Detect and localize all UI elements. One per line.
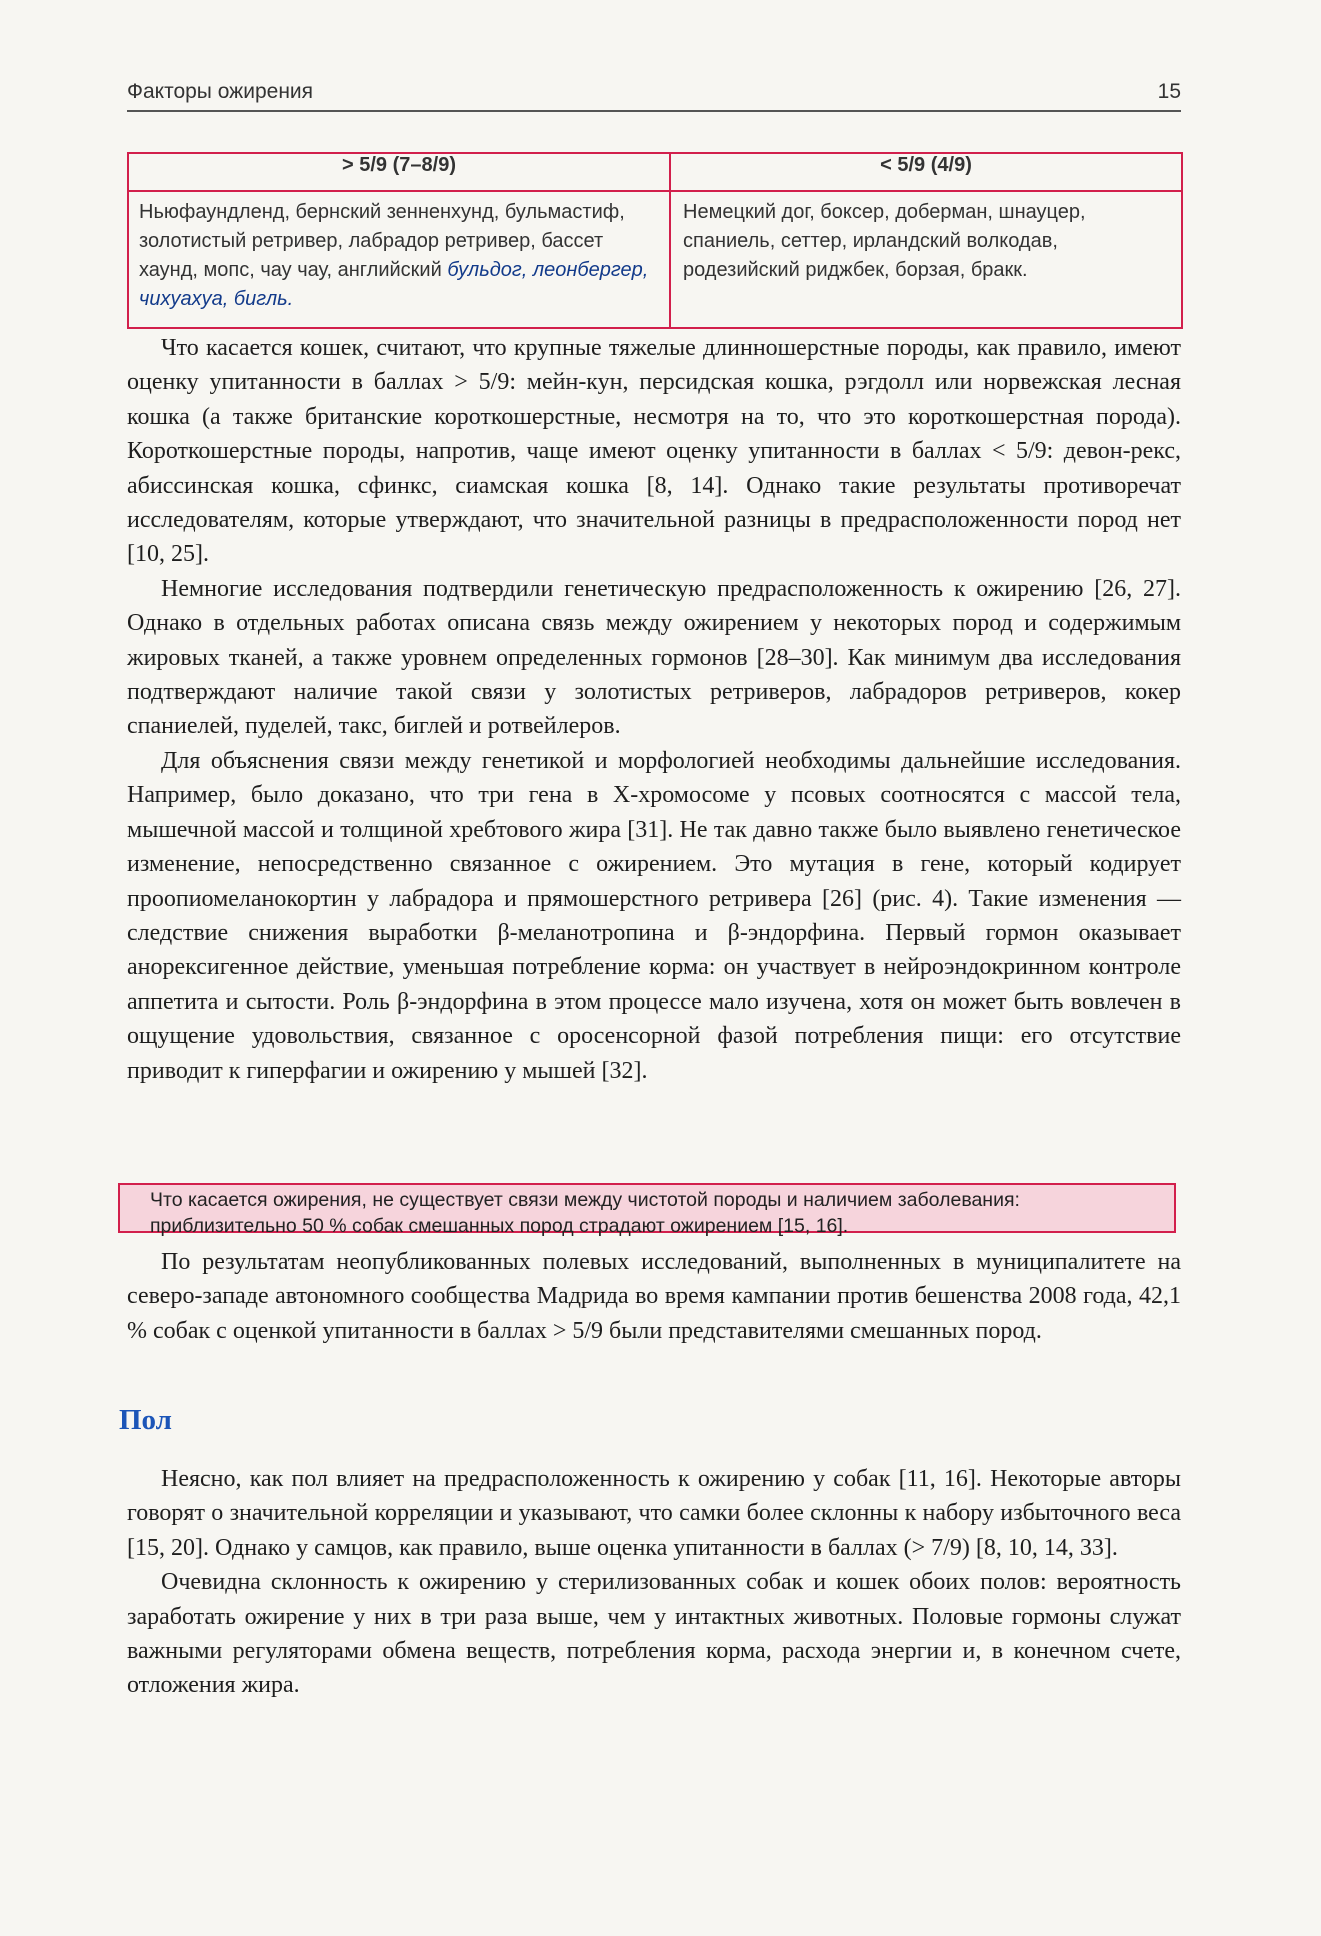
paragraph-morphology: Для объяснения связи между генетикой и морфологией необходимы дальнейшие исследования. Например, было доказано, что три гена в X-хромосоме у псовых соотносятся с массой тела, мышечной массой и толщиной хребтового жира [31]. Не так давно также было выявлено генетическое изменение, непосредственно связанное с ожирением. Это мутация в гене, который кодирует проопиомеланокортин у лабрадора и прямошерстного ретривера [26] (рис. 4). Такие изменения — следствие снижения выработки β-меланотропина и β-эндорфина. Первый гормон оказывает анорексигенное действие, уменьшая потребление корма: он участвует в нейроэндокринном контроле аппетита и сытости. Роль β-эндорфина в этом процессе мало изучена, хотя он может быть вовлечен в ощущение удовольствия, связанное с оросенсорной фазой потребления пищи: его отсутствие приводит к гиперфагии и ожирению у мышей [32]. xyxy=(127,747,1181,1084)
paragraph-cats: Что касается кошек, считают, что крупные тяжелые длинношерстные породы, как правило, имеют оценку упитанности в баллах > 5/9: мейн-кун, персидская кошка, рэгдолл или норвежская лесная кошка (а также британские короткошерстные, несмотря на то, что это короткошерстная порода). Короткошерстные породы, напротив, чаще имеют оценку упитанности в баллах < 5/9: девон-рекс, абиссинская кошка, сфинкс, сиамская кошка [8, 14]. Однако такие результаты противоречат исследователям, которые утверждают, что значительной разницы в предрасположенности пород нет [10, 25]. xyxy=(127,335,1181,568)
breed-list-overweight: Ньюфаундленд, бернский зенненхунд, бульмастиф, золотистый ретривер, лабрадор ретривер, бассет хаунд, мопс, чау чау, английский xyxy=(139,201,625,281)
breed-table-col2-header: < 5/9 (4/9) xyxy=(670,153,1182,191)
breed-table-header-row xyxy=(128,153,1182,191)
breed-table xyxy=(127,152,1183,329)
paragraph-genetics: Немногие исследования подтвердили генетическую предрасположенность к ожирению [26, 27]. Однако в отдельных работах описана связь между ожирением у некоторых пород и содержимым жировых тканей, а также уровнем определенных гормонов [28–30]. Как минимум два исследования подтверждают наличие такой связи у золотистых ретриверов, лабрадоров ретриверов, кокер спаниелей, пуделей, такс, биглей и ротвейлеров. xyxy=(127,575,1181,740)
running-head xyxy=(127,74,1181,112)
paragraph-sterilization: Очевидна склонность к ожирению у стерилизованных собак и кошек обоих полов: вероятность заработать ожирение у них в три раза выше, чем у интактных животных. Половые гормоны служат важными регуляторами обмена веществ, потребления корма, расхода энергии и, в конечном счете, отложения жира. xyxy=(127,1569,1181,1699)
paragraph-sex-influence: Неясно, как пол влияет на предрасположенность к ожирению у собак [11, 16]. Некоторые авторы говорят о значительной корреляции и указывают, что самки более склонны к набору избыточного веса [15, 20]. Однако у самцов, как правило, выше оценка упитанности в баллах (> 7/9) [8, 10, 14, 33]. xyxy=(127,1466,1181,1561)
page-number: 15 xyxy=(1157,80,1181,103)
breed-table-col1-cell xyxy=(128,191,670,328)
sex-section-text-block xyxy=(127,1462,1181,1703)
breed-table-col2-cell xyxy=(670,191,1182,328)
callout-box: Что касается ожирения, не существует связи между чистотой породы и наличием заболевания: приблизительно 50 % собак смешанных пород страдают ожирением [15, 16]. xyxy=(118,1183,1176,1233)
main-text-block xyxy=(127,331,1181,1088)
running-head-title: Факторы ожирения xyxy=(127,80,314,103)
paragraph-field-study: По результатам неопубликованных полевых исследований, выполненных в муниципалитете на северо-западе автономного сообщества Мадрида во время кампании против бешенства 2008 года, 42,1 % собак с оценкой упитанности в баллах > 5/9 были представителями смешанных пород. xyxy=(127,1249,1181,1344)
breed-list-underweight: Немецкий дог, боксер, доберман, шнауцер, спаниель, сеттер, ирландский волкодав, родезийский риджбек, борзая, бракк. xyxy=(683,201,1086,281)
breed-table-row xyxy=(128,191,1182,328)
breed-table-col1-header: > 5/9 (7–8/9) xyxy=(128,153,670,191)
mixed-breed-text-block xyxy=(127,1245,1181,1348)
breed-list-highlight: бульдог, леонбергер, чихуахуа, бигль. xyxy=(139,259,649,310)
section-heading-sex: Пол xyxy=(119,1404,172,1436)
